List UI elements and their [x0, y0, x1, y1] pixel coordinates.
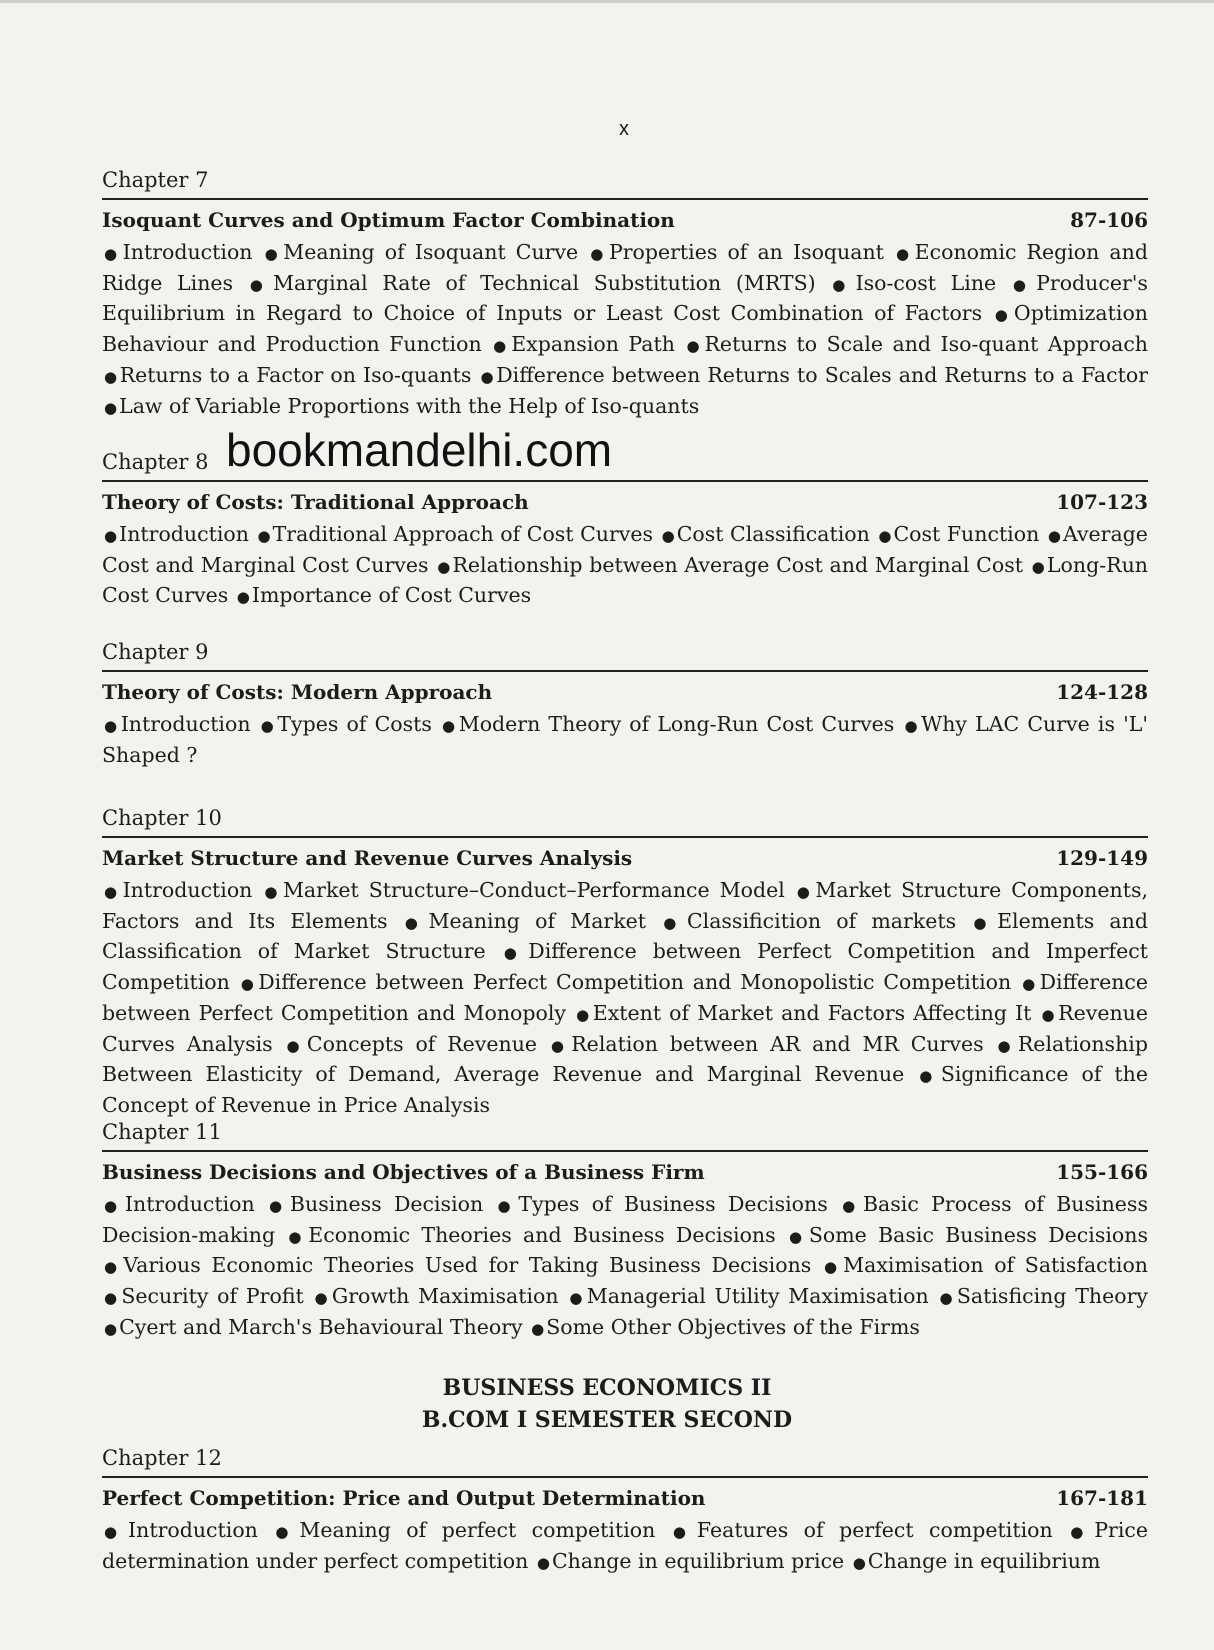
bullet-icon: ● [104, 367, 118, 386]
chapter-title-row [102, 1158, 1148, 1186]
bullet-icon: ● [536, 1553, 550, 1572]
bullet-icon: ● [973, 913, 996, 932]
topic-item: Extent of Market and Factors Affecting It [592, 1000, 1032, 1025]
bullet-icon: ● [576, 1005, 591, 1024]
topic-item: Why LAC Curve is 'L' Shaped ? [102, 712, 1148, 767]
bullet-icon: ● [275, 1523, 298, 1541]
topic-item: Growth Maximisation [331, 1284, 559, 1309]
bullet-icon: ● [686, 337, 703, 356]
bullet-icon: ● [480, 367, 495, 386]
bullet-icon: ● [288, 1227, 307, 1246]
chapter-pages: 107-123 [1056, 490, 1148, 514]
topic-item: Modern Theory of Long-Run Cost Curves [458, 712, 895, 736]
bullet-icon: ● [442, 717, 457, 735]
topic-item: Difference between Perfect Competition and Monopoly [102, 970, 1149, 1025]
bullet-icon: ● [104, 245, 121, 263]
topic-item: Traditional Approach of Cost Curves [272, 522, 654, 546]
chapter-title-row [102, 844, 1148, 872]
chapter-divider [102, 480, 1148, 482]
bullet-icon: ● [661, 527, 675, 545]
bullet-icon: ● [823, 1258, 842, 1277]
topic-item: Types of Business Decisions [518, 1192, 828, 1216]
topic-item: Difference between Returns to Scales and Returns to a Factor [496, 362, 1148, 387]
chapter-title-row [102, 488, 1148, 516]
topic-item: Iso-cost Line [855, 270, 997, 295]
bullet-icon: ● [104, 398, 118, 417]
topic-item: Cyert and March's Behavioural Theory [119, 1314, 523, 1339]
topic-item: Change in equilibrium [867, 1548, 1101, 1573]
chapter-label: Chapter 8 [102, 450, 209, 474]
topic-item: Features of perfect competition [696, 1518, 1053, 1542]
topic-item: Managerial Utility Maximisation [586, 1284, 929, 1309]
bullet-icon: ● [1070, 1523, 1093, 1541]
topic-item: Cost Function [893, 522, 1040, 546]
chapter-label: Chapter 9 [102, 640, 209, 664]
chapter-pages: 124-128 [1056, 680, 1148, 704]
topic-list [102, 238, 1148, 422]
chapter-title-row [102, 678, 1148, 706]
topic-item: Relationship Between Elasticity of Demand, Average Revenue and Marginal Revenue [102, 1031, 1148, 1087]
bullet-icon: ● [663, 913, 685, 932]
topic-item: Introduction [119, 522, 249, 546]
topic-item: Introduction [124, 1192, 255, 1216]
topic-item: Long-Run Cost Curves [102, 552, 1148, 608]
topic-item: Market Structure–Conduct–Performance Model [282, 878, 785, 902]
bullet-icon: ● [257, 527, 271, 545]
topic-item: Various Economic Theories Used for Taking Business Decisions [123, 1253, 812, 1278]
chapter-title: Perfect Competition: Price and Output Determination [102, 1486, 706, 1510]
bullet-icon: ● [264, 245, 282, 263]
topic-list [102, 520, 1148, 612]
topic-item: Relation between AR and MR Curves [571, 1031, 984, 1056]
topic-item: Producer's Equilibrium in Regard to Choice of Inputs or Least Cost Combination of Factors [102, 270, 1148, 326]
bullet-icon: ● [236, 588, 250, 607]
topic-item: Price determination under perfect competition [102, 1518, 1148, 1573]
topic-item: Economic Theories and Business Decisions [308, 1222, 776, 1247]
bullet-icon: ● [994, 306, 1012, 325]
bullet-icon: ● [497, 1197, 517, 1215]
bullet-icon: ● [104, 527, 118, 545]
bullet-icon: ● [104, 1258, 122, 1277]
chapter-divider [102, 836, 1148, 838]
bullet-icon: ● [269, 1197, 288, 1215]
topic-list [102, 1190, 1148, 1344]
topic-item: Law of Variable Proportions with the Help of Iso-quants [119, 393, 700, 418]
chapter-7 [102, 166, 1148, 422]
topic-item: Economic Region and Ridge Lines [102, 240, 1148, 295]
topic-item: Meaning of Market [428, 908, 647, 933]
bullet-icon: ● [832, 275, 854, 294]
bullet-icon: ● [104, 1523, 127, 1541]
chapter-title: Theory of Costs: Traditional Approach [102, 490, 529, 514]
topic-item: Some Basic Business Decisions [808, 1222, 1148, 1247]
topic-item: Average Cost and Marginal Cost Curves [102, 522, 1148, 577]
bullet-icon: ● [672, 1523, 695, 1541]
bullet-icon: ● [260, 717, 276, 735]
chapter-title: Market Structure and Revenue Curves Analysis [102, 846, 633, 870]
bullet-icon: ● [104, 717, 119, 735]
topic-list [102, 710, 1148, 769]
topic-item: Difference between Perfect Competition and Imperfect Competition [102, 939, 1148, 995]
bullet-icon: ● [249, 275, 271, 294]
watermark-text: bookmandelhi.com [226, 424, 613, 476]
topic-item: Relationship between Average Cost and Marginal Cost [452, 552, 1023, 577]
topic-item: Expansion Path [511, 332, 675, 357]
topic-item: Introduction [122, 878, 253, 902]
chapter-label: Chapter 7 [102, 168, 209, 192]
bullet-icon: ● [788, 1227, 807, 1246]
bullet-icon: ● [493, 337, 510, 356]
bullet-icon: ● [264, 883, 281, 901]
topic-item: Business Decision [289, 1192, 484, 1216]
chapter-11 [102, 1118, 1148, 1344]
bullet-icon: ● [404, 913, 427, 932]
topic-item: Optimization Behaviour and Production Function [102, 301, 1148, 357]
topic-item: Introduction [120, 712, 251, 736]
topic-item: Basic Process of Business Decision-making [102, 1192, 1148, 1247]
chapter-divider [102, 198, 1148, 200]
chapter-title-row [102, 1484, 1148, 1512]
chapter-pages: 155-166 [1056, 1160, 1148, 1184]
bullet-icon: ● [1022, 975, 1038, 994]
chapter-divider [102, 1150, 1148, 1152]
bullet-icon: ● [104, 883, 121, 901]
bullet-icon: ● [104, 1319, 118, 1338]
bullet-icon: ● [939, 1289, 955, 1308]
bullet-icon: ● [569, 1289, 585, 1308]
bullet-icon: ● [796, 883, 814, 901]
section-heading-line-2: B.COM I SEMESTER SECOND [421, 1407, 793, 1433]
topic-item: Security of Profit [121, 1284, 304, 1309]
topic-item: Introduction [122, 240, 253, 264]
section-heading [0, 1372, 1214, 1436]
chapter-label: Chapter 11 [102, 1120, 222, 1144]
topic-item: Market Structure Components, Factors and Its Elements [102, 878, 1148, 933]
bullet-icon: ● [1047, 527, 1061, 545]
bullet-icon: ● [104, 1197, 123, 1215]
bullet-icon: ● [104, 1289, 120, 1308]
topic-item: Concepts of Revenue [306, 1031, 538, 1056]
topic-item: Meaning of perfect competition [299, 1518, 656, 1542]
bullet-icon: ● [240, 975, 257, 994]
scan-top-edge [0, 0, 1214, 3]
topic-item: Satisficing Theory [956, 1284, 1148, 1309]
bullet-icon: ● [437, 557, 451, 576]
topic-item: Properties of an Isoquant [608, 240, 884, 264]
bullet-icon: ● [896, 245, 913, 263]
topic-list [102, 876, 1148, 1120]
bullet-icon: ● [997, 1036, 1016, 1055]
topic-item: Classificition of markets [686, 908, 957, 933]
bullet-icon: ● [919, 1067, 939, 1086]
chapter-10 [102, 804, 1148, 1120]
chapter-title-row [102, 206, 1148, 234]
bullet-icon: ● [503, 944, 527, 963]
bullet-icon: ● [590, 245, 607, 263]
chapter-pages: 129-149 [1056, 846, 1148, 870]
bullet-icon: ● [878, 527, 892, 545]
bullet-icon: ● [904, 717, 920, 735]
bullet-icon: ● [531, 1319, 545, 1338]
section-heading-line-1: BUSINESS ECONOMICS II [442, 1375, 772, 1401]
page-number: x [619, 118, 629, 140]
bullet-icon: ● [286, 1036, 305, 1055]
topic-item: Some Other Objectives of the Firms [546, 1314, 920, 1339]
chapter-divider [102, 670, 1148, 672]
topic-item: Change in equilibrium price [551, 1548, 845, 1573]
topic-item: Revenue Curves Analysis [102, 1000, 1148, 1056]
chapter-title: Theory of Costs: Modern Approach [102, 680, 493, 704]
chapter-pages: 87-106 [1070, 208, 1148, 232]
bullet-icon: ● [1012, 275, 1035, 294]
bullet-icon: ● [852, 1553, 866, 1572]
topic-item: Returns to a Factor on Iso-quants [119, 362, 472, 387]
bullet-icon: ● [314, 1289, 330, 1308]
bullet-icon: ● [1031, 557, 1045, 576]
chapter-9 [102, 638, 1148, 769]
chapter-title: Isoquant Curves and Optimum Factor Combination [102, 208, 675, 232]
chapter-label: Chapter 12 [102, 1446, 222, 1470]
topic-item: Types of Costs [277, 712, 432, 736]
topic-item: Cost Classification [676, 522, 870, 546]
bullet-icon: ● [550, 1036, 570, 1055]
topic-list [102, 1516, 1148, 1577]
bullet-icon: ● [1041, 1005, 1057, 1024]
topic-item: Marginal Rate of Technical Substitution (MRTS) [273, 270, 816, 295]
topic-item: Elements and Classification of Market Structure [102, 908, 1148, 964]
chapter-label: Chapter 10 [102, 806, 222, 830]
chapter-12 [102, 1444, 1148, 1577]
bullet-icon: ● [842, 1197, 861, 1215]
topic-item: Importance of Cost Curves [251, 583, 532, 608]
topic-item: Introduction [128, 1518, 258, 1542]
chapter-divider [102, 1476, 1148, 1478]
chapter-title: Business Decisions and Objectives of a Business Firm [102, 1160, 705, 1184]
topic-item: Maximisation of Satisfaction [843, 1253, 1148, 1278]
topic-item: Difference between Perfect Competition and Monopolistic Competition [258, 970, 1012, 995]
topic-item: Returns to Scale and Iso-quant Approach [704, 332, 1148, 357]
chapter-pages: 167-181 [1056, 1486, 1148, 1510]
topic-item: Significance of the Concept of Revenue in Price Analysis [102, 1062, 1148, 1117]
topic-item: Meaning of Isoquant Curve [283, 240, 579, 264]
